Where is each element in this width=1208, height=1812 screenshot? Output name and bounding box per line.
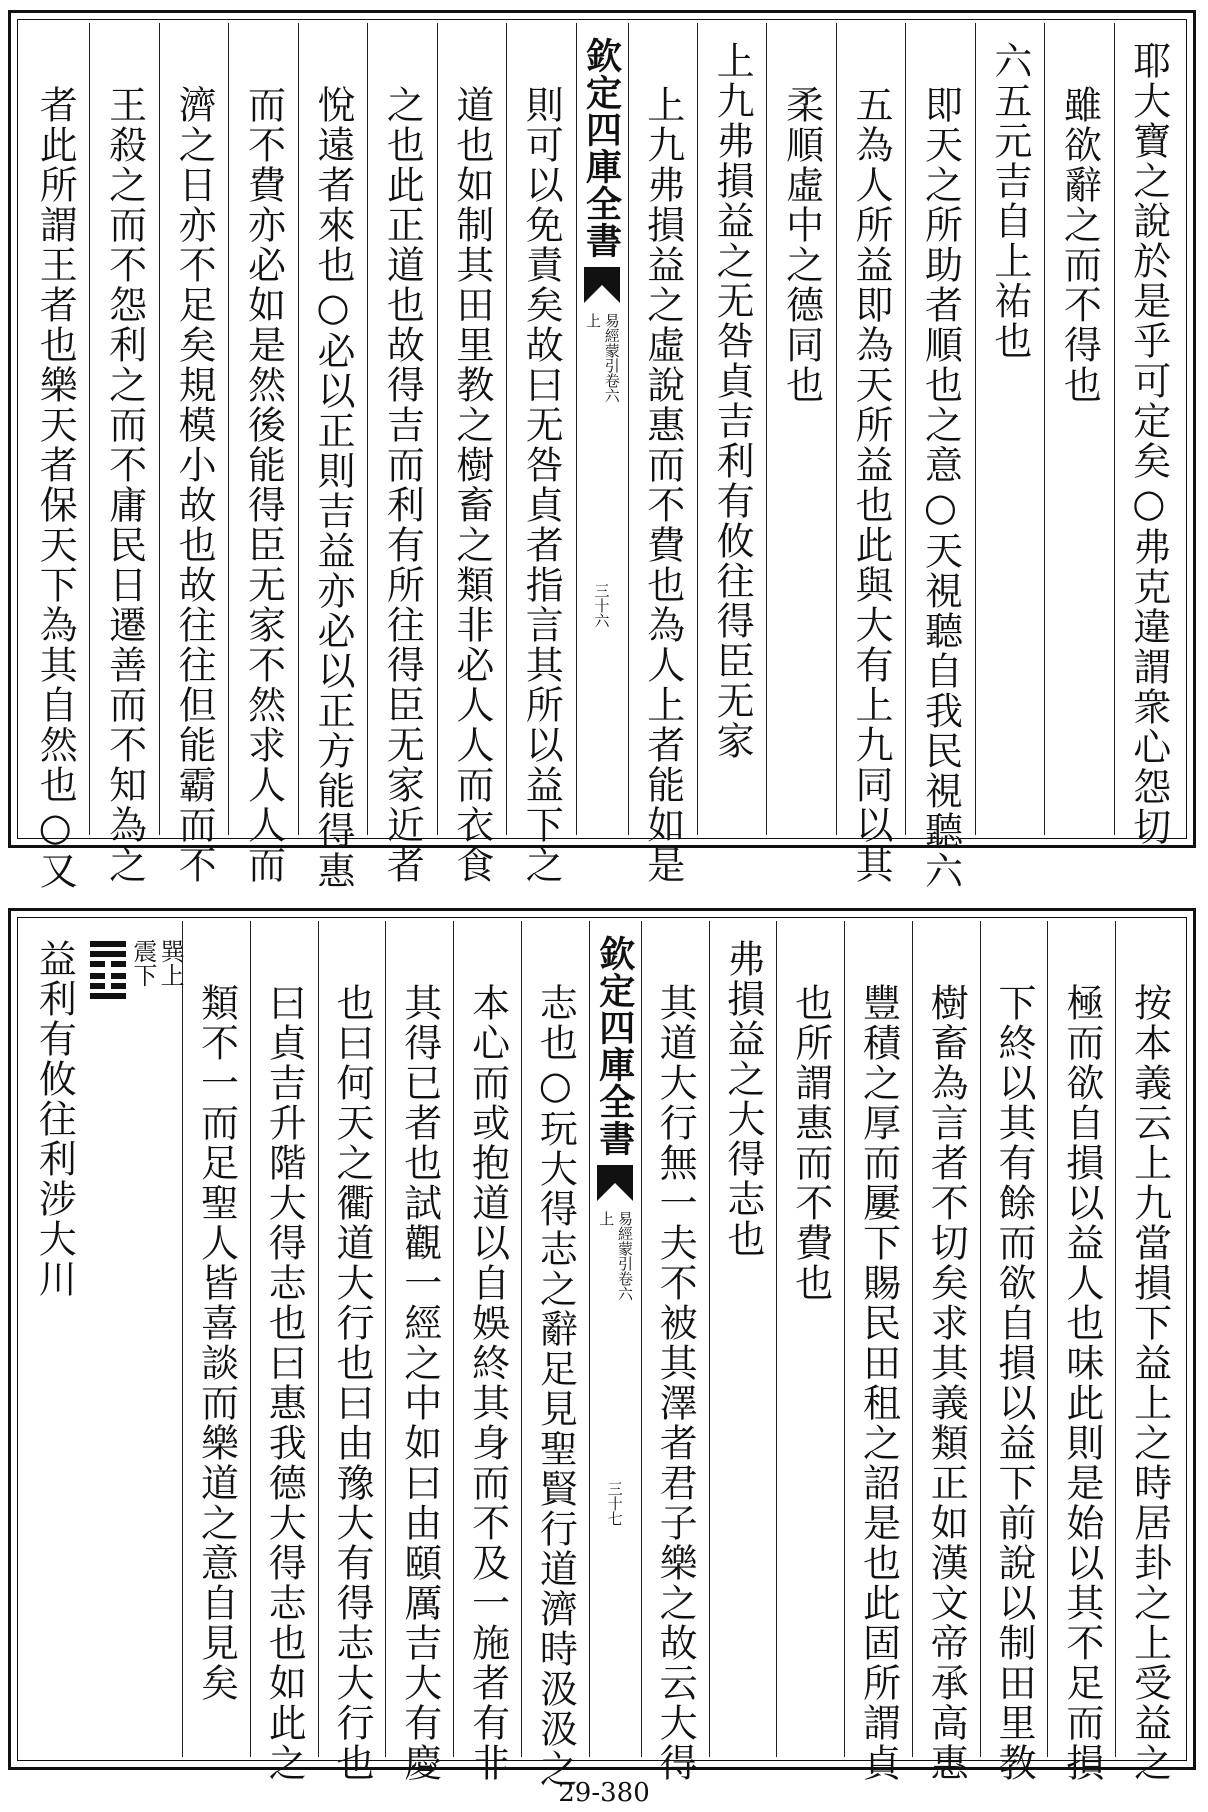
column-text: 志也○玩大得志之辭足見聖賢行道濟時汲汲之: [533, 983, 578, 1789]
text-column: [766, 23, 835, 835]
column-text: 而不費亦必如是然後能得臣无家不然求人人而: [241, 85, 286, 885]
text-column: [367, 23, 436, 885]
column-text: 耶大寶之說於是乎可定矣○弗克違謂衆心怨切: [1126, 41, 1171, 847]
text-column: [697, 23, 766, 835]
column-text: 也曰何天之衢道大行也曰由豫大有得志大行也: [330, 983, 375, 1783]
folio-number: 三十六: [592, 583, 611, 628]
column-text: 益利有攸往利涉大川: [32, 939, 77, 1299]
column-text: 弗損益之大得志也: [720, 939, 765, 1259]
column-text: 按本義云上九當損下益上之時居卦之上受益之: [1127, 983, 1172, 1783]
book-name: 易經蒙引: [616, 1211, 634, 1271]
text-column: [844, 921, 912, 1783]
column-text: 曰貞吉升階大得志也曰惠我德大得志也如此之: [262, 983, 307, 1783]
text-column: [318, 921, 386, 1783]
column-text: 五為人所益即為天所益也此與大有上九同以其: [849, 85, 894, 885]
column-text: 豐積之厚而屢下賜民田租之詔是也此固所謂貞: [856, 983, 901, 1783]
column-text: 柔順虛中之德同也: [779, 85, 824, 405]
column-text: 雖欲辭之而不得也: [1057, 85, 1102, 405]
text-column: [1115, 921, 1183, 1783]
book-volume-label: [597, 1211, 635, 1311]
column-text: 也所謂惠而不費也: [788, 983, 833, 1303]
text-column: [250, 921, 318, 1783]
column-text: 王殺之而不怨利之而不庸民日遷善而不知為之: [102, 85, 147, 885]
column-text: 即天之所助者順也之意○天視聽自我民視聽六: [918, 85, 963, 891]
book-series-title: 欽定四庫全書: [593, 935, 636, 1157]
text-column: [89, 23, 158, 885]
folio-number: 三十七: [605, 1481, 624, 1526]
trigram-lower-label: 震下: [128, 939, 157, 987]
column-text: 六五元吉自上祐也: [987, 41, 1032, 361]
text-column: [385, 921, 453, 1783]
column-text: 則可以免責矣故曰无咎貞者指言其所以益下之: [519, 85, 564, 885]
column-text: 者此所謂王者也樂天者保天下為其自然也○又: [33, 85, 78, 891]
text-column: [1114, 23, 1183, 847]
text-column: [228, 23, 297, 885]
text-column: [628, 23, 697, 885]
hexagram-column: [88, 921, 185, 1757]
fishtail-mark-icon: [595, 1163, 635, 1203]
text-column: [836, 23, 905, 885]
column-text: 之也此正道也故得吉而利有所往得臣无家近者: [380, 85, 425, 885]
text-column: [21, 921, 88, 1757]
text-column: [776, 921, 844, 1757]
text-column: [159, 23, 228, 885]
text-column: [21, 23, 89, 891]
center-fold: [589, 921, 641, 1757]
column-text: 上九弗損益之虛說惠而不費也為人上者能如是: [640, 85, 685, 885]
text-column: [641, 921, 709, 1783]
text-column: [980, 921, 1048, 1783]
top-page: [8, 10, 1196, 891]
column-text: 本心而或抱道以自娛終其身而不及一施者有非: [465, 983, 510, 1783]
book-name: 易經蒙引: [602, 313, 621, 373]
yi-hexagram-icon: [88, 939, 128, 1003]
column-text: 樹畜為言者不切矣求其義類正如漢文帝承高惠: [924, 983, 969, 1783]
column-text: 上九弗損益之无咎貞吉利有攸往得臣无家: [710, 41, 755, 761]
book-series-title: 欽定四庫全書: [580, 37, 623, 259]
column-text: 悅遠者來也○必以正則吉益亦必以正方能得惠: [310, 85, 355, 891]
text-column: [912, 921, 980, 1783]
text-column: [709, 921, 777, 1757]
column-text: 其得已者也試觀一經之中如曰由頤厲吉大有慶: [397, 983, 442, 1783]
column-text: 極而欲自損以益人也味此則是始以其不足而損: [1059, 983, 1104, 1783]
text-column: [1044, 23, 1113, 835]
page-reference: 29-380: [558, 1778, 650, 1808]
column-text: 下終以其有餘而欲自損以益下前說以制田里教: [992, 983, 1037, 1783]
text-column: [975, 23, 1044, 835]
text-column: [182, 921, 250, 1757]
column-text: 類不一而足聖人皆喜談而樂道之意自見矣: [194, 983, 239, 1703]
column-text: 濟之日亦不足矣規模小故也故往往但能霸而不: [172, 85, 217, 885]
column-text: 其道大行無一夫不被其澤者君子樂之故云大得: [653, 983, 698, 1783]
bottom-page: [8, 908, 1196, 1789]
book-volume-label: [583, 313, 621, 413]
text-column: [298, 23, 367, 891]
text-column: [453, 921, 521, 1783]
text-column: [1047, 921, 1115, 1783]
fishtail-mark-icon: [582, 265, 622, 305]
column-text: 道也如制其田里教之樹畜之類非必人人而衣食: [449, 85, 494, 885]
text-column: [905, 23, 974, 891]
text-column: [506, 23, 575, 885]
text-column: [521, 921, 589, 1789]
center-fold: [576, 23, 628, 835]
volume-name: 卷六上: [584, 313, 621, 403]
volume-name: 卷六上: [597, 1211, 634, 1301]
trigram-upper-label: 巽上: [156, 939, 185, 987]
text-column: [437, 23, 506, 885]
